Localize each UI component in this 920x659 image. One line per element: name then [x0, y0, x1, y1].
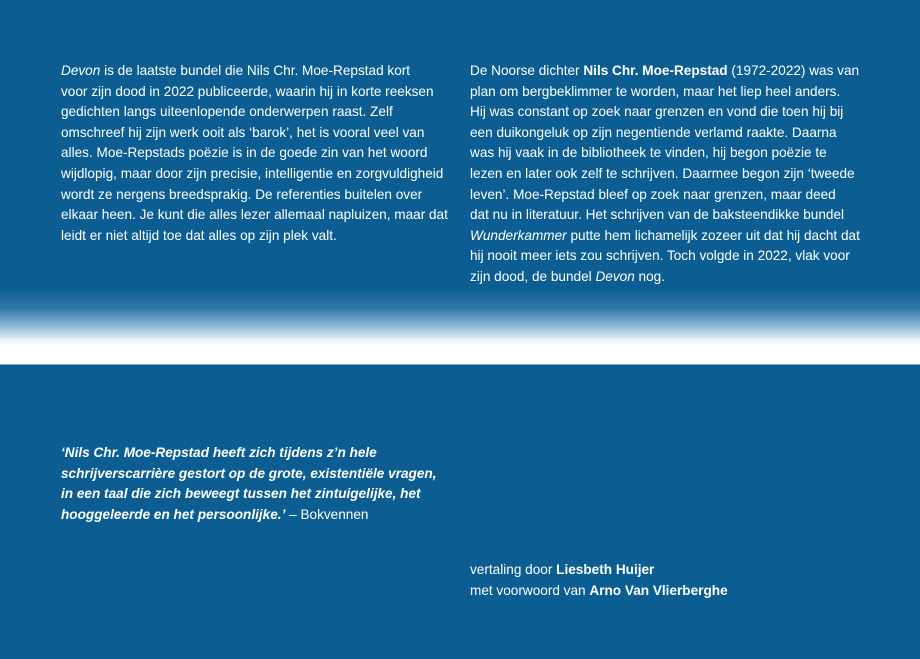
quote-source: – Bokvennen [285, 506, 369, 522]
biography-line: zijn dood, de bundel Devon nog. [470, 268, 665, 284]
book-title: Devon [61, 63, 101, 78]
biography-line: plan om bergbeklimmer te worden, maar het liep heel anders. [470, 83, 841, 99]
description-line: omschreef hij zijn werk ooit als ‘barok’, het is vooral veel van [61, 124, 425, 140]
foreword-author-name: Arno Van Vlierberghe [589, 582, 728, 598]
biography-line: lezen en later ook zelf te schrijven. Daarmee begon zijn ‘tweede [470, 165, 855, 181]
biography-line: leven’. Moe-Repstad bleef op zoek naar grenzen, maar deed [470, 186, 836, 202]
translator-credit: vertaling door Liesbeth Huijer [470, 562, 655, 577]
quote-line: schrijverscarrière gestort op de grote, existentiële vragen, [61, 465, 437, 481]
biography-line: hij nooit meer iets zou schrijven. Toch volgde in 2022, vlak voor [470, 248, 850, 264]
biography-line: Wunderkammer putte hem lichamelijk zozeer uit dat hij dacht dat [470, 227, 860, 243]
biography-line: Hij was constant op zoek naar grenzen en vond die toen hij bij [470, 104, 844, 120]
biography-line: dat nu in literatuur. Het schrijven van de baksteendikke bundel [470, 207, 845, 223]
quote-line: hooggeleerde en het persoonlijke.’ – Bokvennen [61, 506, 369, 522]
translator-name: Liesbeth Huijer [556, 562, 655, 577]
description-line: Devon is de laatste bundel die Nils Chr. Moe-Repstad kort [61, 63, 411, 78]
description-line: wordt ze nergens breedsprakig. De referenties buitelen over [61, 186, 423, 202]
author-name: Nils Chr. Moe-Repstad [583, 63, 728, 78]
book-title: Wunderkammer [470, 227, 567, 243]
credits [470, 560, 728, 601]
description-line: voor zijn dood in 2022 publiceerde, waarin hij in korte reeksen [61, 83, 434, 99]
description-line: leidt er niet altijd toe dat alles op zijn plek valt. [61, 227, 337, 243]
biography-line: was hij vaak in de bibliotheek te vinden, hij begon poëzie te [470, 145, 827, 161]
description-line: elkaar heen. Je kunt die alles lezer allemaal napluizen, maar dat [61, 207, 448, 223]
author-biography [470, 61, 870, 288]
book-description [61, 61, 447, 246]
description-line: wijdlopig, maar door zijn precisie, intelligentie en zorgvuldigheid [61, 165, 444, 181]
biography-line: een duikongeluk op zijn negentiende verlamd raakte. Daarna [470, 124, 837, 140]
biography-line: De Noorse dichter Nils Chr. Moe-Repstad (1972-2022) was van [470, 63, 860, 78]
foreword-credit: met voorwoord van Arno Van Vlierberghe [470, 582, 728, 598]
review-quote [61, 443, 437, 525]
book-title: Devon [595, 268, 635, 284]
description-line: gedichten langs uiteenlopende onderwerpen raast. Zelf [61, 104, 393, 120]
quote-line: ‘Nils Chr. Moe-Repstad heeft zich tijdens z’n hele [61, 445, 377, 460]
description-line: alles. Moe-Repstads poëzie is in de goede zin van het woord [61, 145, 428, 161]
quote-line: in een taal die zich beweegt tussen het zintuigelijke, het [61, 486, 421, 502]
